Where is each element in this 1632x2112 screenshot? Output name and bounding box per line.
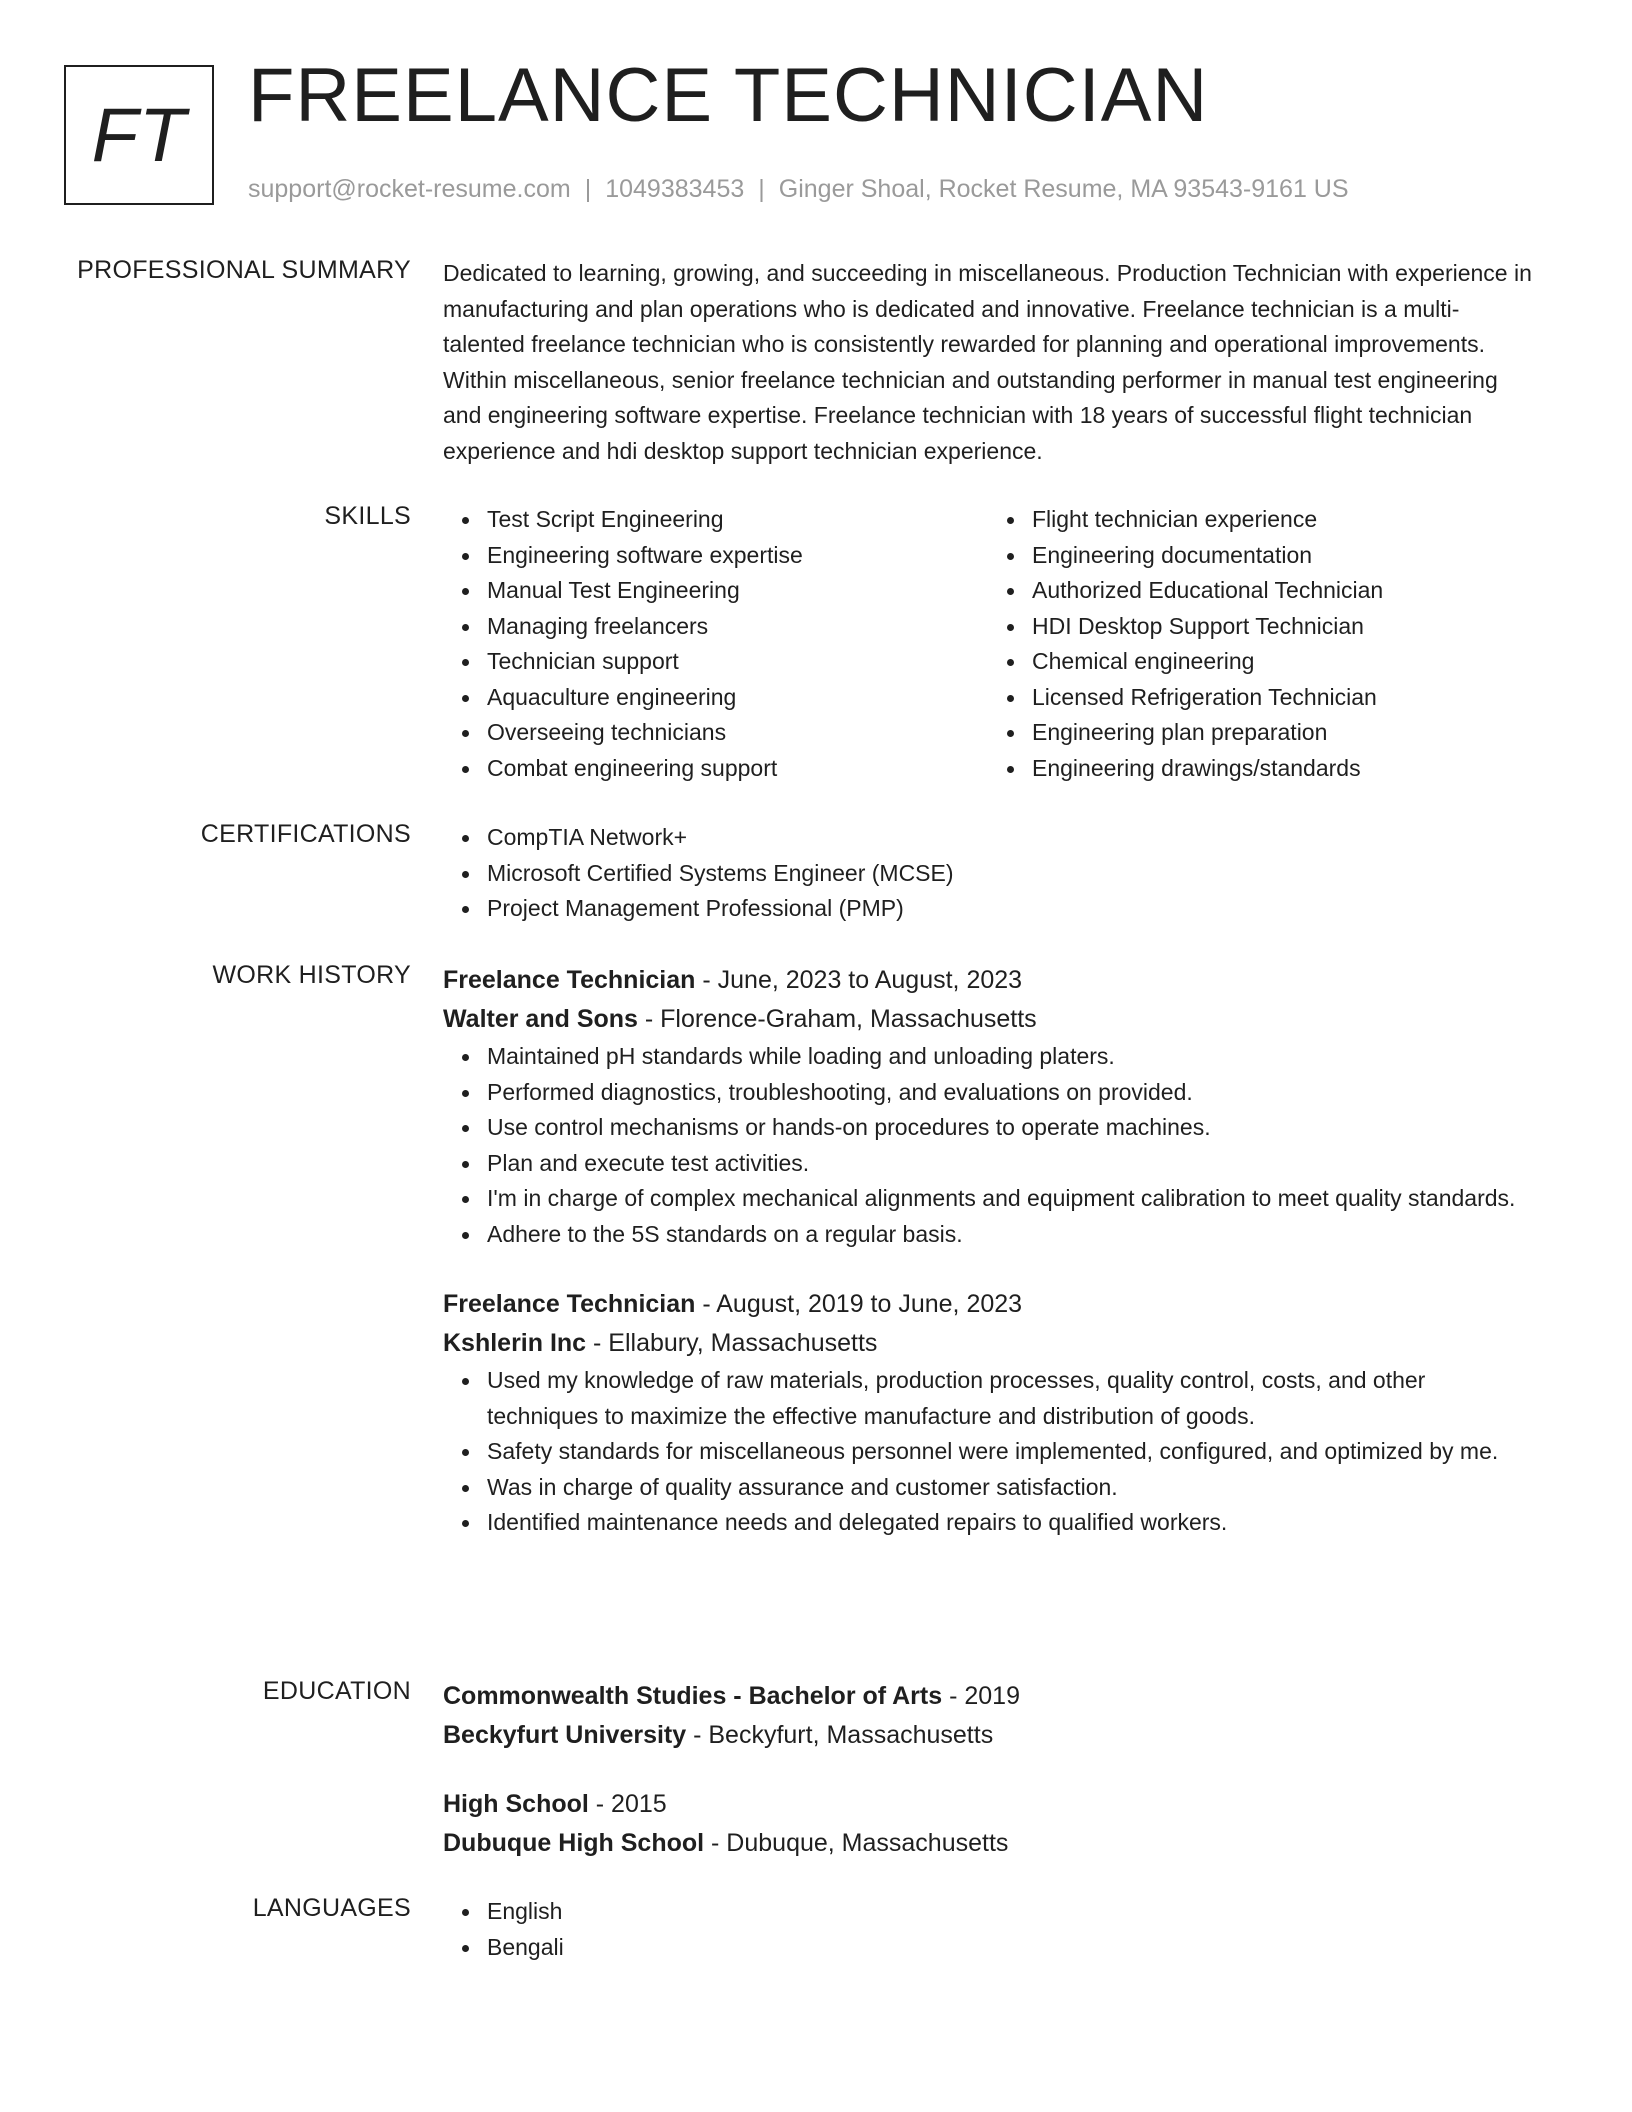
monogram-logo: FT	[64, 65, 214, 205]
skill-item: Authorized Educational Technician	[1032, 573, 1533, 609]
education-school-line	[443, 1824, 1533, 1863]
job-duty: Was in charge of quality assurance and customer satisfaction.	[487, 1470, 1533, 1506]
contact-phone: 1049383453	[605, 175, 745, 203]
education-entry	[443, 1785, 1533, 1863]
job-duty: Performed diagnostics, troubleshooting, and evaluations on provided.	[487, 1075, 1533, 1111]
skill-item: Licensed Refrigeration Technician	[1032, 680, 1533, 716]
candidate-name: FREELANCE TECHNICIAN	[248, 53, 1209, 138]
languages-list	[443, 1894, 1533, 1965]
skill-item: Engineering software expertise	[487, 538, 988, 574]
language-item: English	[487, 1894, 1533, 1930]
job-company: Walter and Sons	[443, 1005, 638, 1033]
job-dates: - August, 2019 to June, 2023	[695, 1290, 1023, 1318]
job-duty: Identified maintenance needs and delegated repairs to qualified workers.	[487, 1505, 1533, 1541]
section-label-education: EDUCATION	[262, 1677, 411, 1705]
skills-list-left	[443, 502, 988, 786]
contact-separator: |	[758, 175, 765, 203]
contact-email: support@rocket-resume.com	[248, 175, 571, 203]
education-body	[443, 1677, 1533, 1863]
job-duty: Maintained pH standards while loading and unloading platers.	[487, 1039, 1533, 1075]
skill-item: Managing freelancers	[487, 609, 988, 645]
work-history-body	[443, 961, 1533, 1541]
skill-item: Test Script Engineering	[487, 502, 988, 538]
skill-item: Engineering plan preparation	[1032, 715, 1533, 751]
skills-body	[443, 502, 1533, 786]
job-entry	[443, 961, 1533, 1252]
skills-grid	[443, 502, 1533, 786]
skill-item: Chemical engineering	[1032, 644, 1533, 680]
job-duty: Adhere to the 5S standards on a regular basis.	[487, 1217, 1533, 1253]
job-title: Freelance Technician	[443, 966, 696, 994]
skill-item: Combat engineering support	[487, 751, 988, 787]
education-degree: High School	[443, 1790, 589, 1818]
contact-line	[248, 175, 1349, 204]
job-dates: - June, 2023 to August, 2023	[695, 966, 1023, 994]
job-title-line	[443, 961, 1533, 1000]
job-duty: Used my knowledge of raw materials, production processes, quality control, costs, and other techniques to maximize the effective manufacture and distribution of goods.	[487, 1363, 1533, 1434]
education-year: - 2015	[588, 1790, 667, 1818]
education-school-line	[443, 1716, 1533, 1755]
job-entry	[443, 1285, 1533, 1541]
job-duty: I'm in charge of complex mechanical alignments and equipment calibration to meet quality standards.	[487, 1181, 1533, 1217]
section-label-certifications: CERTIFICATIONS	[200, 820, 411, 848]
job-company-line	[443, 1324, 1533, 1363]
language-item: Bengali	[487, 1930, 1533, 1966]
job-title-line	[443, 1285, 1533, 1324]
education-degree: Commonwealth Studies - Bachelor of Arts	[443, 1682, 943, 1710]
job-location: - Florence-Graham, Massachusetts	[637, 1005, 1037, 1033]
job-duty: Safety standards for miscellaneous personnel were implemented, configured, and optimized by me.	[487, 1434, 1533, 1470]
education-school: Dubuque High School	[443, 1829, 705, 1857]
skill-item: Manual Test Engineering	[487, 573, 988, 609]
section-label-work-history: WORK HISTORY	[212, 961, 411, 989]
section-label-summary: PROFESSIONAL SUMMARY	[77, 256, 411, 284]
job-duty: Use control mechanisms or hands-on procedures to operate machines.	[487, 1110, 1533, 1146]
languages-body	[443, 1894, 1533, 1965]
contact-separator: |	[584, 175, 592, 203]
education-entry	[443, 1677, 1533, 1755]
certifications-list	[443, 820, 1533, 927]
education-degree-line	[443, 1677, 1533, 1716]
certification-item: CompTIA Network+	[487, 820, 1533, 856]
skill-item: Aquaculture engineering	[487, 680, 988, 716]
job-company-line	[443, 1000, 1533, 1039]
certification-item: Project Management Professional (PMP)	[487, 891, 1533, 927]
skill-item: Technician support	[487, 644, 988, 680]
skill-item: Overseeing technicians	[487, 715, 988, 751]
job-company: Kshlerin Inc	[443, 1329, 587, 1357]
job-duties-list	[443, 1363, 1533, 1541]
section-label-languages: LANGUAGES	[252, 1894, 411, 1922]
contact-address: Ginger Shoal, Rocket Resume, MA 93543-9161 US	[778, 175, 1349, 203]
certifications-body	[443, 820, 1533, 927]
summary-text: Dedicated to learning, growing, and succeeding in miscellaneous. Production Technician with experience in manufacturing and plan operations who is dedicated and innovative. Freelance technician is a multi-talented freelance technician who is consistently rewarded for planning and operational improvements. Within miscellaneous, senior freelance technician and outstanding performer in manual test engineering and engineering software expertise. Freelance technician with 18 years of successful flight technician experience and hdi desktop support technician experience.	[443, 260, 1532, 464]
certification-item: Microsoft Certified Systems Engineer (MCSE)	[487, 856, 1533, 892]
education-year: - 2019	[942, 1682, 1020, 1710]
section-label-skills: SKILLS	[324, 502, 411, 530]
education-degree-line	[443, 1785, 1533, 1824]
job-duties-list	[443, 1039, 1533, 1252]
education-location: - Beckyfurt, Massachusetts	[686, 1721, 994, 1749]
skill-item: Engineering documentation	[1032, 538, 1533, 574]
skill-item: Flight technician experience	[1032, 502, 1533, 538]
education-location: - Dubuque, Massachusetts	[704, 1829, 1009, 1857]
skill-item: HDI Desktop Support Technician	[1032, 609, 1533, 645]
skills-list-right	[988, 502, 1533, 786]
job-title: Freelance Technician	[443, 1290, 696, 1318]
education-school: Beckyfurt University	[443, 1721, 687, 1749]
job-location: - Ellabury, Massachusetts	[586, 1329, 878, 1357]
job-duty: Plan and execute test activities.	[487, 1146, 1533, 1182]
skill-item: Engineering drawings/standards	[1032, 751, 1533, 787]
